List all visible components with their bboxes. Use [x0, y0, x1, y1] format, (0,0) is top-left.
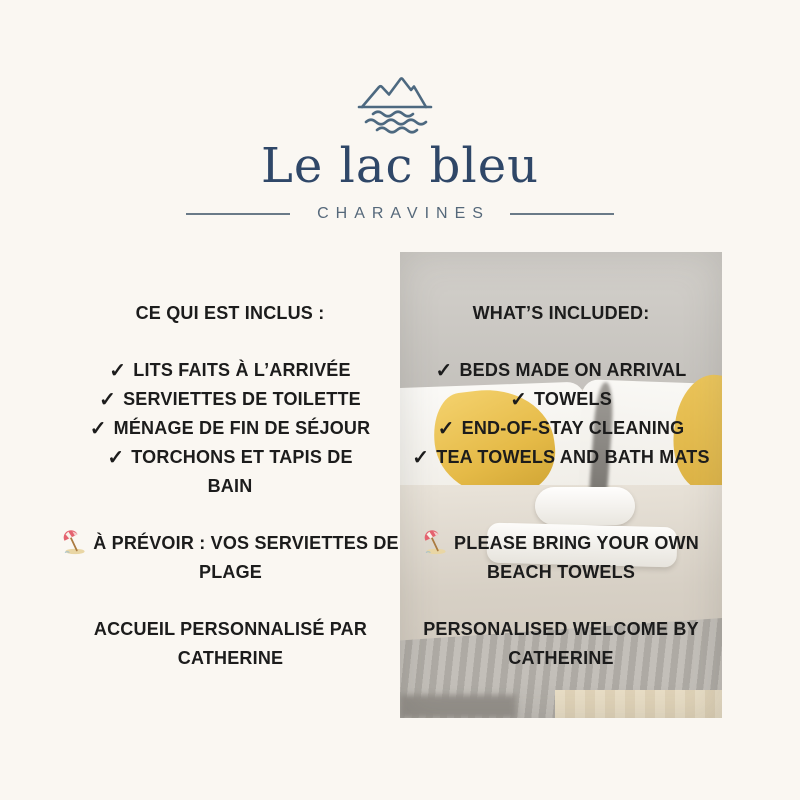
- list-item-text: TORCHONS ET TAPIS DE BAIN: [131, 447, 353, 496]
- logo-subtitle: CHARAVINES: [317, 205, 490, 222]
- english-heading: WHAT’S INCLUDED:: [472, 303, 650, 323]
- check-icon: ✓: [435, 360, 453, 382]
- logo: [0, 70, 800, 223]
- french-footer: ACCUEIL PERSONNALISÉ PAR CATHERINE: [93, 619, 368, 668]
- english-note-text: PLEASE BRING YOUR OWN BEACH TOWELS: [454, 533, 699, 582]
- mountains-lake-waves-icon: [348, 70, 452, 141]
- french-heading: CE QUI EST INCLUS :: [135, 303, 325, 323]
- beach-umbrella-icon: [62, 530, 87, 555]
- check-icon: ✓: [510, 389, 528, 411]
- list-item: [396, 443, 726, 472]
- list-item: [85, 443, 375, 501]
- divider-line-right: [510, 213, 614, 215]
- list-item: [396, 385, 726, 414]
- list-item: [85, 356, 375, 385]
- english-included-list: [396, 356, 726, 472]
- english-note: [401, 529, 721, 587]
- divider-line-left: [186, 213, 290, 215]
- list-item-text: SERVIETTES DE TOILETTE: [123, 389, 361, 409]
- list-item-text: MÉNAGE DE FIN DE SÉJOUR: [113, 418, 371, 438]
- list-item-text: BEDS MADE ON ARRIVAL: [459, 360, 687, 380]
- english-footer: PERSONALISED WELCOME BY CATHERINE: [423, 619, 699, 668]
- french-included-list: [85, 356, 375, 501]
- logo-title: Le lac bleu: [260, 138, 540, 194]
- list-item-text: TEA TOWELS AND BATH MATS: [436, 447, 710, 467]
- check-icon: ✓: [89, 418, 107, 440]
- french-note-text: À PRÉVOIR : VOS SERVIETTES DE PLAGE: [93, 533, 399, 582]
- check-icon: ✓: [412, 447, 430, 469]
- list-item-text: LITS FAITS À L’ARRIVÉE: [133, 360, 351, 380]
- list-item: [85, 414, 375, 443]
- list-item: [85, 385, 375, 414]
- list-item-text: END-OF-STAY CLEANING: [461, 418, 685, 438]
- check-icon: ✓: [99, 389, 117, 411]
- list-item: [396, 356, 726, 385]
- list-item: [396, 414, 726, 443]
- beach-umbrella-icon: [423, 530, 448, 555]
- check-icon: ✓: [107, 447, 125, 469]
- logo-subtitle-row: [0, 205, 800, 223]
- list-item-text: TOWELS: [534, 389, 612, 409]
- check-icon: ✓: [109, 360, 127, 382]
- french-note: [58, 529, 403, 587]
- check-icon: ✓: [437, 418, 455, 440]
